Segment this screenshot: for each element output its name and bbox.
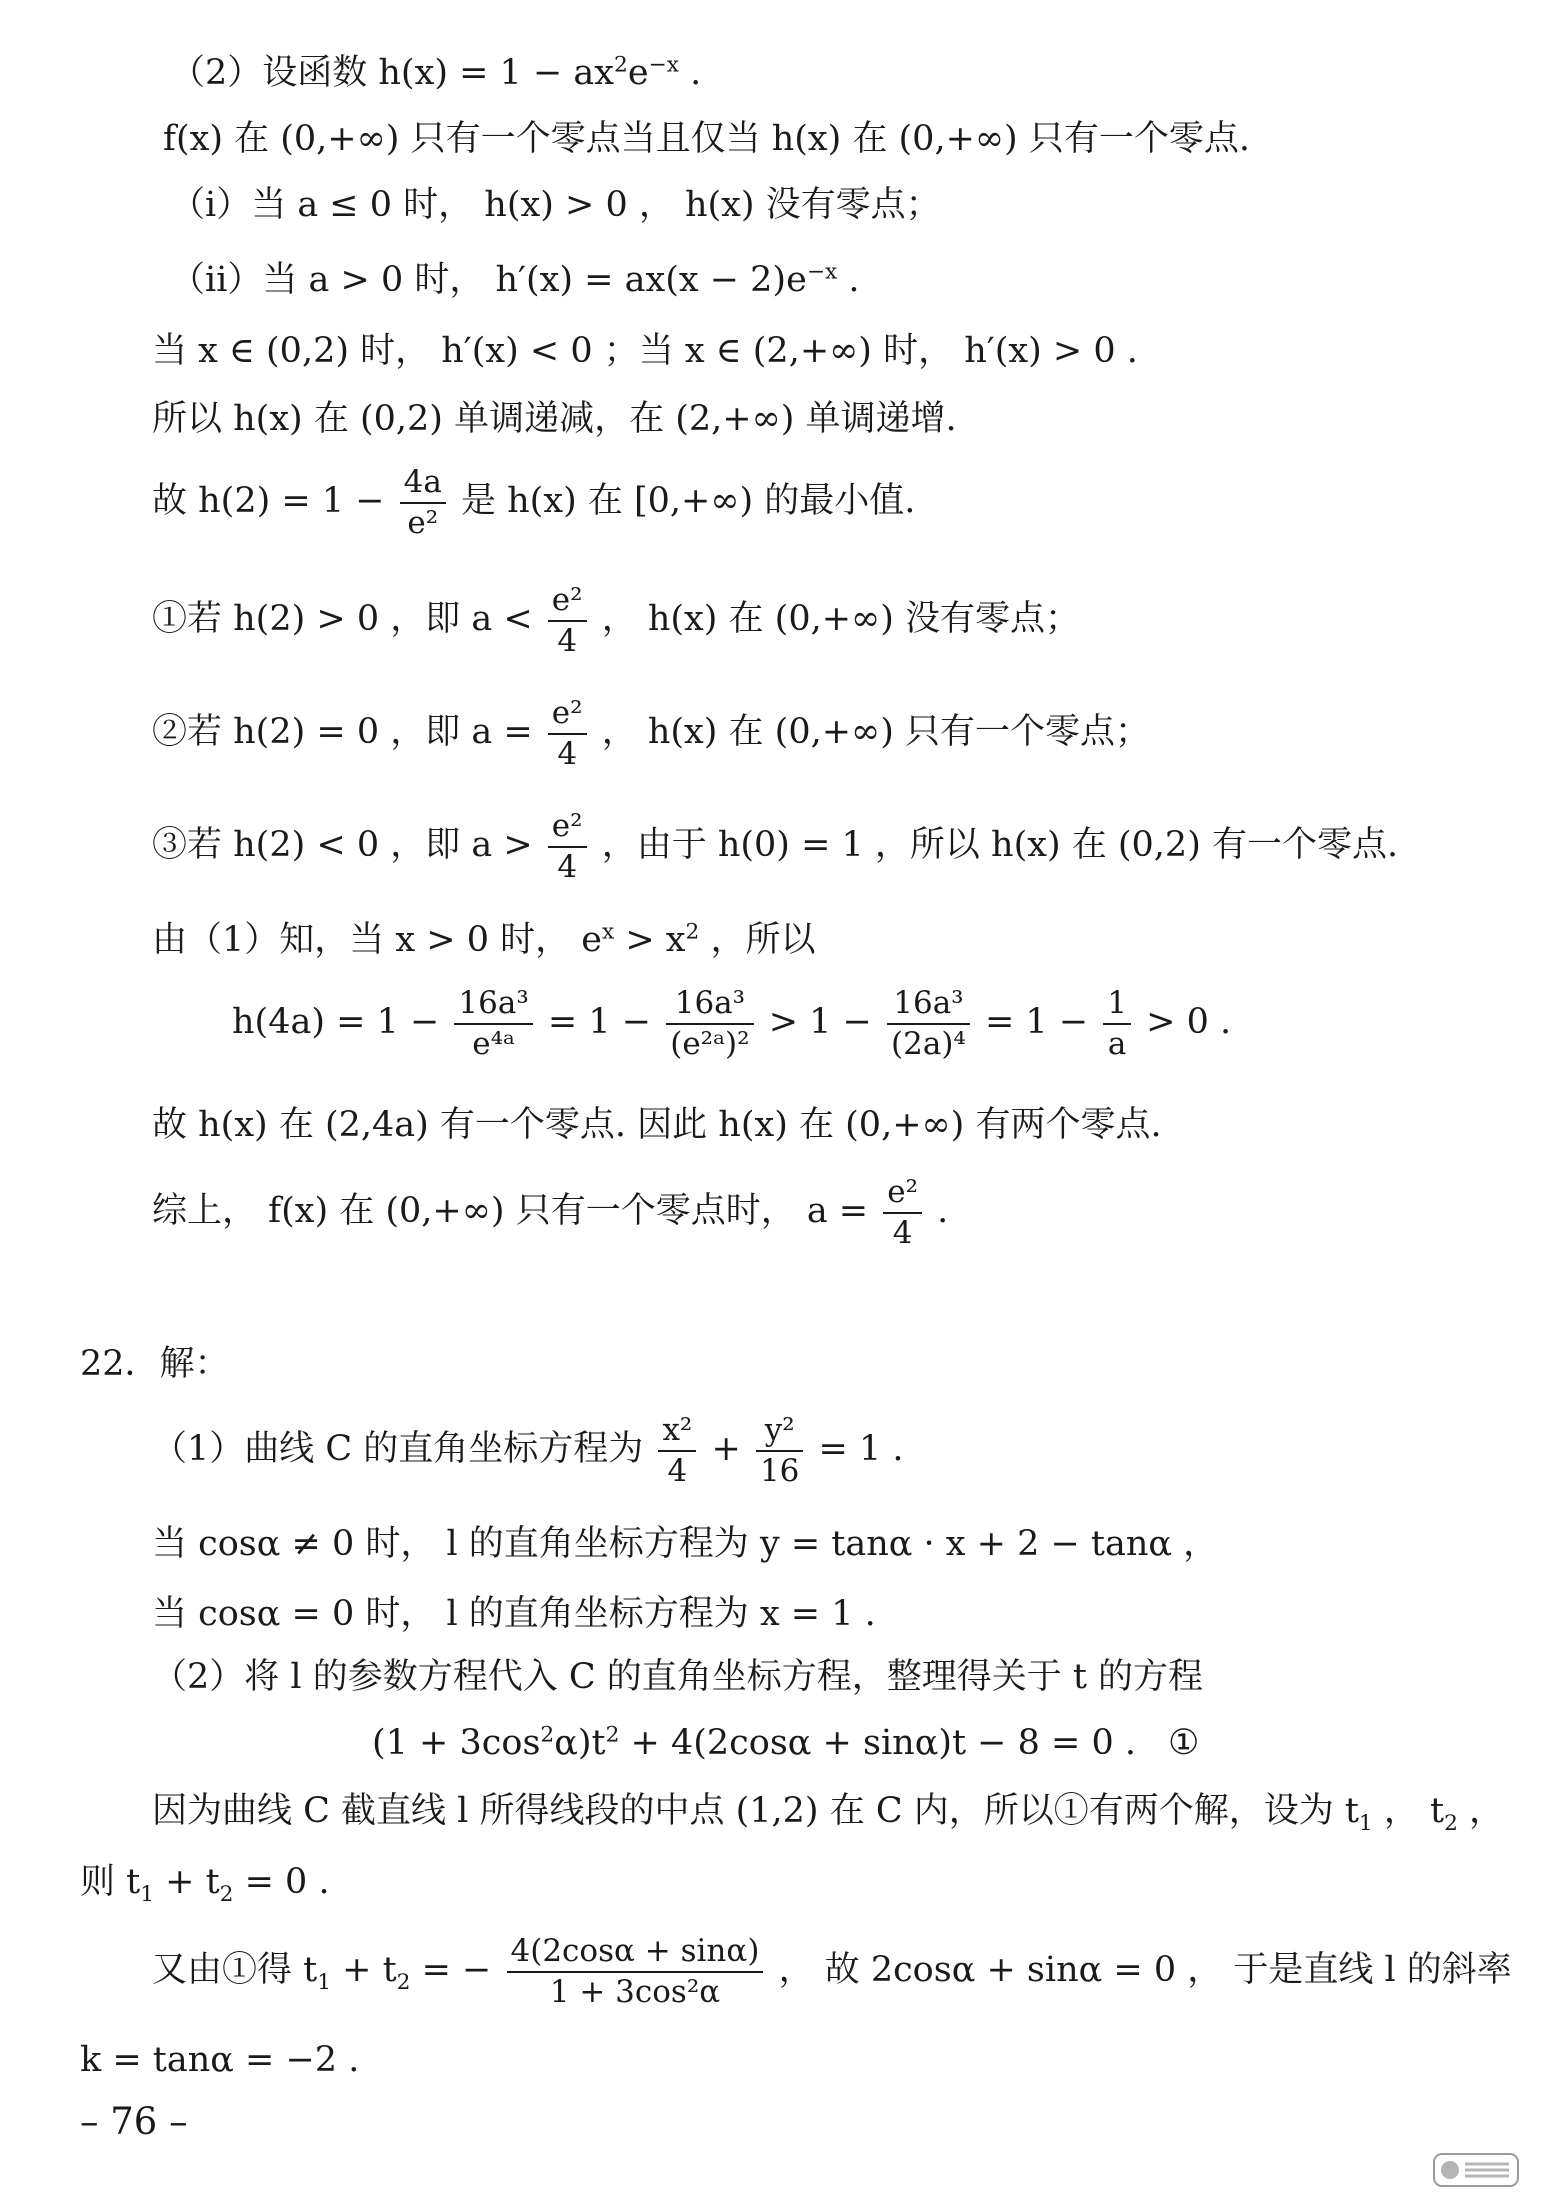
equation-one bbox=[372, 1722, 1136, 1763]
line-cos-nonzero bbox=[152, 1524, 1219, 1564]
math-text: + 4(2cosα + sinα)t − 8 = 0 . bbox=[619, 1723, 1136, 1763]
subscript: 2 bbox=[219, 1882, 234, 1907]
math-text: （2）将 l 的参数方程代入 C 的直角坐标方程，整理得关于 t 的方程 bbox=[152, 1657, 1204, 1697]
subscript: 1 bbox=[317, 1970, 332, 1996]
math-text: = 1 . bbox=[807, 1429, 904, 1470]
fraction bbox=[756, 1414, 803, 1487]
math-text: （2）设函数 h(x) = 1 − ax bbox=[170, 53, 615, 93]
superscript: −x bbox=[806, 259, 838, 285]
line-subcase-1 bbox=[152, 584, 1080, 657]
math-text: ， h(x) 在 (0,+∞) 没有零点； bbox=[590, 599, 1080, 640]
fraction-numerator: e² bbox=[551, 695, 583, 731]
math-text: . bbox=[678, 53, 702, 93]
fraction bbox=[548, 584, 587, 657]
fraction bbox=[400, 466, 446, 539]
superscript: 2 bbox=[685, 919, 700, 945]
math-text: + bbox=[700, 1429, 752, 1470]
line-substitution bbox=[152, 1657, 1204, 1697]
line-cos-zero bbox=[152, 1594, 876, 1634]
fraction-denominator: 1 + 3cos²α bbox=[507, 1971, 764, 2009]
math-text: ，由于 h(0) = 1 ，所以 h(x) 在 (0,2) 有一个零点. bbox=[590, 825, 1399, 866]
math-text: = 1 − bbox=[536, 1002, 663, 1043]
fraction bbox=[548, 697, 587, 770]
line-two-zeros bbox=[152, 1105, 1162, 1145]
math-text: + t bbox=[331, 1950, 397, 1991]
math-text: （1）曲线 C 的直角坐标方程为 bbox=[152, 1429, 655, 1470]
fraction-denominator: 4 bbox=[548, 846, 587, 884]
math-text: α)t bbox=[554, 1723, 606, 1763]
fraction-denominator: e⁴ᵃ bbox=[454, 1023, 532, 1061]
math-text: 所以 h(x) 在 (0,2) 单调递减，在 (2,+∞) 单调递增. bbox=[152, 399, 957, 439]
math-text: (1 + 3cos bbox=[372, 1723, 541, 1763]
fraction bbox=[658, 1414, 696, 1487]
problem-22-heading bbox=[80, 1344, 230, 1384]
line-case-ii bbox=[170, 259, 860, 300]
line-h-definition bbox=[170, 52, 702, 93]
math-text: 则 t bbox=[80, 1862, 141, 1902]
fraction-denominator: (e²ᵃ)² bbox=[666, 1023, 753, 1061]
fraction-numerator: y² bbox=[764, 1412, 795, 1448]
fraction-numerator: 16a³ bbox=[458, 985, 529, 1021]
math-text: f(x) 在 (0,+∞) 只有一个零点当且仅当 h(x) 在 (0,+∞) 只有一个零点. bbox=[163, 119, 1250, 159]
math-text: ③若 h(2) < 0 ，即 a > bbox=[152, 825, 544, 866]
line-curve-equation bbox=[152, 1414, 904, 1487]
superscript: 2 bbox=[540, 1722, 555, 1748]
subscript: 2 bbox=[1444, 1811, 1458, 1836]
math-text: 是 h(x) 在 [0,+∞) 的最小值. bbox=[449, 481, 916, 522]
math-text: 故 h(2) = 1 − bbox=[152, 481, 396, 522]
line-midpoint-reasoning bbox=[152, 1791, 1505, 1836]
fraction-denominator: 4 bbox=[658, 1450, 696, 1488]
math-text: 故 h(x) 在 (2,4a) 有一个零点. 因此 h(x) 在 (0,+∞) 有两个零点. bbox=[152, 1105, 1162, 1145]
math-text: h(4a) = 1 − bbox=[232, 1002, 451, 1043]
math-text: 综上， f(x) 在 (0,+∞) 只有一个零点时， a = bbox=[152, 1191, 880, 1232]
math-text: ②若 h(2) = 0 ，即 a = bbox=[152, 712, 544, 753]
fraction bbox=[887, 987, 970, 1060]
line-derivative-sign bbox=[152, 331, 1138, 371]
math-text: 当 x ∈ (0,2) 时， h′(x) < 0 ；当 x ∈ (2,+∞) 时， h′(x) > 0 . bbox=[152, 331, 1138, 371]
line-subcase-3 bbox=[152, 810, 1398, 883]
line-slope-result bbox=[80, 2040, 360, 2080]
math-text: + t bbox=[154, 1862, 220, 1902]
superscript: −x bbox=[648, 52, 679, 78]
line-minimum-value bbox=[152, 466, 915, 539]
fraction-numerator: e² bbox=[551, 582, 583, 618]
math-text: = − bbox=[410, 1950, 503, 1991]
line-t-sum-formula bbox=[152, 1935, 1512, 2008]
math-text: 因为曲线 C 截直线 l 所得线段的中点 (1,2) 在 C 内，所以①有两个解，设为 t bbox=[152, 1791, 1359, 1831]
math-text: （ⅰ）当 a ≤ 0 时， h(x) > 0 ， h(x) 没有零点； bbox=[170, 185, 941, 225]
fraction bbox=[883, 1176, 922, 1249]
math-text: k = tanα = −2 . bbox=[80, 2040, 360, 2080]
line-from-part-1 bbox=[152, 919, 816, 960]
fraction-denominator: 4 bbox=[883, 1212, 922, 1250]
line-conclusion bbox=[152, 1176, 948, 1249]
line-subcase-2 bbox=[152, 697, 1150, 770]
superscript: x bbox=[601, 919, 615, 945]
math-text: ， t bbox=[1372, 1791, 1445, 1831]
math-text: （ⅱ）当 a > 0 时， h′(x) = ax(x − 2)e bbox=[170, 260, 807, 300]
fraction-numerator: 4(2cosα + sinα) bbox=[510, 1933, 760, 1969]
math-text: . bbox=[926, 1191, 949, 1232]
fraction bbox=[1103, 987, 1131, 1060]
math-text: 当 cosα ≠ 0 时， l 的直角坐标方程为 y = tanα · x + 2 − tanα ， bbox=[152, 1524, 1219, 1564]
fraction-denominator: (2a)⁴ bbox=[887, 1023, 970, 1061]
line-monotonicity bbox=[152, 399, 957, 439]
math-text: 又由①得 t bbox=[152, 1950, 318, 1991]
math-text: = 0 . bbox=[233, 1862, 330, 1902]
fraction-numerator: x² bbox=[662, 1412, 693, 1448]
line-t-sum-zero bbox=[80, 1862, 330, 1907]
line-case-i bbox=[170, 185, 941, 225]
math-text: ， h(x) 在 (0,+∞) 只有一个零点； bbox=[590, 712, 1150, 753]
fraction-numerator: e² bbox=[887, 1174, 919, 1210]
math-text: ， 故 2cosα + sinα = 0 ， 于是直线 l 的斜率 bbox=[767, 1950, 1512, 1991]
fraction-denominator: e² bbox=[400, 502, 446, 540]
math-text: ，所以 bbox=[699, 920, 816, 960]
fraction bbox=[548, 810, 587, 883]
math-text: . bbox=[837, 260, 860, 300]
subscript: 2 bbox=[396, 1970, 411, 1996]
math-text: 22．解： bbox=[80, 1344, 230, 1384]
math-text: ， bbox=[1457, 1791, 1505, 1831]
fraction-numerator: 16a³ bbox=[674, 985, 746, 1021]
publisher-logo-icon bbox=[1433, 2153, 1519, 2187]
fraction bbox=[666, 987, 753, 1060]
fraction-numerator: 4a bbox=[403, 464, 442, 500]
math-text: ①若 h(2) > 0 ，即 a < bbox=[152, 599, 544, 640]
equation-one-marker bbox=[1168, 1723, 1200, 1763]
fraction-denominator: 4 bbox=[548, 620, 587, 658]
math-text: > 0 . bbox=[1135, 1002, 1232, 1043]
fraction-numerator: 1 bbox=[1107, 985, 1128, 1021]
fraction-denominator: 4 bbox=[548, 733, 587, 771]
math-text: 由（1）知，当 x > 0 时， e bbox=[152, 920, 602, 960]
superscript: 2 bbox=[614, 52, 628, 78]
fraction-denominator: 16 bbox=[756, 1450, 803, 1488]
fraction bbox=[507, 1935, 764, 2008]
math-text: > x bbox=[614, 920, 686, 960]
fraction-numerator: e² bbox=[551, 808, 583, 844]
fraction bbox=[454, 987, 532, 1060]
page-number: – 76 – bbox=[80, 2100, 188, 2143]
superscript: 2 bbox=[605, 1722, 620, 1748]
line-h4a-inequality bbox=[232, 987, 1231, 1060]
math-text: = 1 − bbox=[973, 1002, 1100, 1043]
math-text: ① bbox=[1168, 1723, 1200, 1763]
math-text: e bbox=[627, 53, 649, 93]
fraction-numerator: 16a³ bbox=[893, 985, 964, 1021]
fraction-denominator: a bbox=[1103, 1023, 1131, 1061]
line-zero-equivalence bbox=[163, 119, 1250, 159]
subscript: 1 bbox=[1358, 1811, 1373, 1836]
subscript: 1 bbox=[140, 1882, 155, 1907]
math-text: 当 cosα = 0 时， l 的直角坐标方程为 x = 1 . bbox=[152, 1594, 876, 1634]
math-text: > 1 − bbox=[757, 1002, 884, 1043]
